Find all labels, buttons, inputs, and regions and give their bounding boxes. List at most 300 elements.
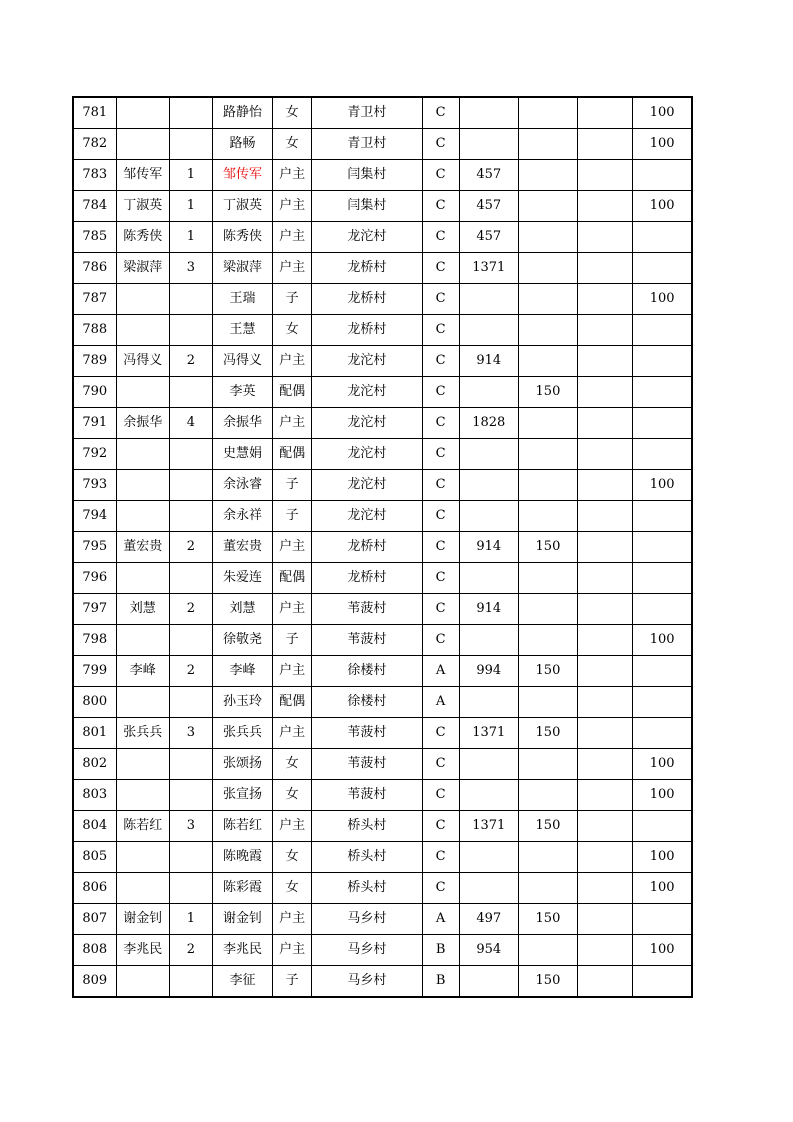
cell-amount-2 xyxy=(518,780,577,811)
cell-row-number: 793 xyxy=(73,470,116,501)
cell-member-name: 孙玉玲 xyxy=(212,687,272,718)
cell-row-number: 796 xyxy=(73,563,116,594)
cell-member-name: 史慧娟 xyxy=(212,439,272,470)
cell-amount-1: 994 xyxy=(459,656,518,687)
cell-category: A xyxy=(422,687,459,718)
cell-household-head: 谢金钊 xyxy=(116,904,169,935)
cell-amount-3 xyxy=(578,97,633,129)
cell-amount-4 xyxy=(633,160,692,191)
cell-member-name: 陈秀侠 xyxy=(212,222,272,253)
cell-row-number: 782 xyxy=(73,129,116,160)
cell-category: C xyxy=(422,780,459,811)
cell-household-size: 1 xyxy=(169,160,212,191)
cell-village: 龙桥村 xyxy=(312,532,422,563)
cell-amount-4 xyxy=(633,904,692,935)
cell-amount-1 xyxy=(459,439,518,470)
table-row xyxy=(73,439,692,470)
cell-village: 龙桥村 xyxy=(312,253,422,284)
cell-household-size xyxy=(169,842,212,873)
cell-category: C xyxy=(422,253,459,284)
cell-amount-2 xyxy=(518,315,577,346)
cell-amount-1: 497 xyxy=(459,904,518,935)
cell-row-number: 800 xyxy=(73,687,116,718)
table-row xyxy=(73,904,692,935)
cell-village: 马乡村 xyxy=(312,935,422,966)
cell-member-name: 张宣扬 xyxy=(212,780,272,811)
cell-category: C xyxy=(422,718,459,749)
cell-amount-2 xyxy=(518,160,577,191)
cell-amount-2 xyxy=(518,222,577,253)
table-row xyxy=(73,501,692,532)
cell-amount-4: 100 xyxy=(633,470,692,501)
cell-amount-2 xyxy=(518,439,577,470)
table-row xyxy=(73,191,692,222)
cell-relationship: 子 xyxy=(273,501,312,532)
cell-row-number: 790 xyxy=(73,377,116,408)
table-row xyxy=(73,718,692,749)
cell-amount-2: 150 xyxy=(518,904,577,935)
cell-row-number: 808 xyxy=(73,935,116,966)
cell-relationship: 女 xyxy=(273,842,312,873)
cell-household-size xyxy=(169,625,212,656)
cell-amount-2 xyxy=(518,253,577,284)
cell-relationship: 子 xyxy=(273,284,312,315)
cell-amount-2: 150 xyxy=(518,377,577,408)
table-row xyxy=(73,97,692,129)
cell-member-name: 路畅 xyxy=(212,129,272,160)
cell-member-name: 董宏贵 xyxy=(212,532,272,563)
cell-member-name: 李兆民 xyxy=(212,935,272,966)
cell-amount-1 xyxy=(459,873,518,904)
cell-amount-3 xyxy=(578,315,633,346)
cell-household-size xyxy=(169,873,212,904)
cell-household-head: 余振华 xyxy=(116,408,169,439)
cell-category: C xyxy=(422,842,459,873)
cell-amount-3 xyxy=(578,656,633,687)
cell-amount-3 xyxy=(578,904,633,935)
cell-amount-2 xyxy=(518,284,577,315)
cell-village: 桥头村 xyxy=(312,811,422,842)
cell-category: C xyxy=(422,749,459,780)
cell-relationship: 女 xyxy=(273,97,312,129)
cell-household-size xyxy=(169,315,212,346)
cell-member-name: 余振华 xyxy=(212,408,272,439)
cell-member-name: 王瑞 xyxy=(212,284,272,315)
cell-amount-3 xyxy=(578,284,633,315)
cell-row-number: 809 xyxy=(73,966,116,998)
cell-amount-3 xyxy=(578,749,633,780)
cell-relationship: 户主 xyxy=(273,160,312,191)
cell-amount-4 xyxy=(633,532,692,563)
cell-category: C xyxy=(422,97,459,129)
cell-household-size: 1 xyxy=(169,904,212,935)
cell-household-size xyxy=(169,780,212,811)
cell-relationship: 户主 xyxy=(273,532,312,563)
cell-category: C xyxy=(422,315,459,346)
cell-household-head: 丁淑英 xyxy=(116,191,169,222)
cell-household-head: 李兆民 xyxy=(116,935,169,966)
cell-category: C xyxy=(422,873,459,904)
cell-amount-1 xyxy=(459,625,518,656)
cell-amount-1: 914 xyxy=(459,532,518,563)
cell-category: B xyxy=(422,966,459,998)
cell-amount-3 xyxy=(578,377,633,408)
cell-household-head xyxy=(116,97,169,129)
cell-member-name: 梁淑萍 xyxy=(212,253,272,284)
cell-amount-1 xyxy=(459,749,518,780)
cell-amount-4 xyxy=(633,408,692,439)
cell-category: C xyxy=(422,191,459,222)
cell-amount-1: 1371 xyxy=(459,253,518,284)
table-body xyxy=(73,97,692,997)
cell-household-head: 董宏贵 xyxy=(116,532,169,563)
cell-amount-4: 100 xyxy=(633,873,692,904)
table-row xyxy=(73,966,692,998)
cell-row-number: 795 xyxy=(73,532,116,563)
cell-member-name: 李英 xyxy=(212,377,272,408)
cell-relationship: 女 xyxy=(273,315,312,346)
table-row xyxy=(73,377,692,408)
cell-category: C xyxy=(422,439,459,470)
cell-household-size: 3 xyxy=(169,811,212,842)
cell-amount-1 xyxy=(459,315,518,346)
cell-amount-4: 100 xyxy=(633,749,692,780)
cell-category: A xyxy=(422,904,459,935)
cell-household-head xyxy=(116,625,169,656)
cell-village: 苇菠村 xyxy=(312,749,422,780)
cell-village: 马乡村 xyxy=(312,904,422,935)
table-row xyxy=(73,315,692,346)
cell-relationship: 女 xyxy=(273,873,312,904)
cell-household-head xyxy=(116,315,169,346)
table-row xyxy=(73,935,692,966)
cell-household-head: 张兵兵 xyxy=(116,718,169,749)
cell-amount-2 xyxy=(518,594,577,625)
cell-member-name: 刘慧 xyxy=(212,594,272,625)
cell-village: 桥头村 xyxy=(312,842,422,873)
cell-amount-4 xyxy=(633,346,692,377)
cell-amount-4 xyxy=(633,656,692,687)
cell-relationship: 户主 xyxy=(273,346,312,377)
cell-village: 龙桥村 xyxy=(312,284,422,315)
table-row xyxy=(73,253,692,284)
cell-amount-1: 1371 xyxy=(459,718,518,749)
cell-relationship: 女 xyxy=(273,780,312,811)
cell-row-number: 785 xyxy=(73,222,116,253)
cell-household-size xyxy=(169,97,212,129)
cell-amount-4 xyxy=(633,594,692,625)
cell-household-size xyxy=(169,470,212,501)
cell-row-number: 798 xyxy=(73,625,116,656)
cell-village: 龙桥村 xyxy=(312,563,422,594)
cell-amount-4: 100 xyxy=(633,129,692,160)
cell-relationship: 户主 xyxy=(273,811,312,842)
table-row xyxy=(73,284,692,315)
cell-amount-2 xyxy=(518,873,577,904)
cell-village: 马乡村 xyxy=(312,966,422,998)
cell-household-head xyxy=(116,780,169,811)
cell-category: C xyxy=(422,563,459,594)
cell-amount-1 xyxy=(459,687,518,718)
cell-amount-1: 914 xyxy=(459,594,518,625)
cell-amount-2: 150 xyxy=(518,656,577,687)
cell-relationship: 配偶 xyxy=(273,377,312,408)
cell-village: 龙沱村 xyxy=(312,408,422,439)
cell-household-head xyxy=(116,966,169,998)
cell-household-size: 4 xyxy=(169,408,212,439)
cell-household-size xyxy=(169,966,212,998)
cell-relationship: 户主 xyxy=(273,718,312,749)
cell-household-size xyxy=(169,377,212,408)
cell-category: C xyxy=(422,532,459,563)
cell-relationship: 户主 xyxy=(273,904,312,935)
cell-category: C xyxy=(422,501,459,532)
cell-amount-4 xyxy=(633,439,692,470)
cell-amount-3 xyxy=(578,780,633,811)
cell-household-size: 2 xyxy=(169,532,212,563)
table-row xyxy=(73,780,692,811)
cell-category: C xyxy=(422,222,459,253)
cell-amount-1 xyxy=(459,129,518,160)
cell-amount-2 xyxy=(518,191,577,222)
cell-amount-3 xyxy=(578,346,633,377)
cell-amount-3 xyxy=(578,439,633,470)
cell-amount-4 xyxy=(633,315,692,346)
cell-household-head xyxy=(116,501,169,532)
cell-household-head: 李峰 xyxy=(116,656,169,687)
cell-member-name: 陈晚霞 xyxy=(212,842,272,873)
cell-amount-3 xyxy=(578,563,633,594)
cell-row-number: 787 xyxy=(73,284,116,315)
cell-member-name: 谢金钊 xyxy=(212,904,272,935)
cell-row-number: 788 xyxy=(73,315,116,346)
cell-relationship: 户主 xyxy=(273,222,312,253)
cell-village: 桥头村 xyxy=(312,873,422,904)
cell-category: C xyxy=(422,346,459,377)
cell-amount-3 xyxy=(578,222,633,253)
cell-relationship: 配偶 xyxy=(273,439,312,470)
cell-member-name: 丁淑英 xyxy=(212,191,272,222)
cell-household-size xyxy=(169,687,212,718)
cell-household-size xyxy=(169,749,212,780)
cell-row-number: 805 xyxy=(73,842,116,873)
data-table xyxy=(72,96,693,998)
cell-household-head xyxy=(116,377,169,408)
cell-amount-2 xyxy=(518,625,577,656)
cell-village: 龙沱村 xyxy=(312,501,422,532)
cell-relationship: 子 xyxy=(273,625,312,656)
cell-amount-2 xyxy=(518,470,577,501)
cell-household-size xyxy=(169,284,212,315)
cell-amount-3 xyxy=(578,718,633,749)
cell-household-size: 1 xyxy=(169,191,212,222)
cell-amount-1 xyxy=(459,501,518,532)
cell-household-head: 陈秀侠 xyxy=(116,222,169,253)
table-row xyxy=(73,656,692,687)
cell-amount-3 xyxy=(578,501,633,532)
cell-household-head xyxy=(116,842,169,873)
cell-amount-3 xyxy=(578,842,633,873)
cell-row-number: 804 xyxy=(73,811,116,842)
cell-amount-2: 150 xyxy=(518,966,577,998)
cell-relationship: 配偶 xyxy=(273,563,312,594)
table-row xyxy=(73,160,692,191)
cell-amount-3 xyxy=(578,129,633,160)
table-row xyxy=(73,222,692,253)
cell-village: 龙沱村 xyxy=(312,222,422,253)
cell-amount-1 xyxy=(459,97,518,129)
cell-amount-3 xyxy=(578,935,633,966)
cell-household-head: 陈若红 xyxy=(116,811,169,842)
cell-category: C xyxy=(422,811,459,842)
cell-household-head: 梁淑萍 xyxy=(116,253,169,284)
cell-relationship: 女 xyxy=(273,749,312,780)
cell-relationship: 户主 xyxy=(273,191,312,222)
cell-village: 龙沱村 xyxy=(312,377,422,408)
table-row xyxy=(73,408,692,439)
cell-amount-4: 100 xyxy=(633,842,692,873)
cell-amount-4 xyxy=(633,222,692,253)
cell-row-number: 781 xyxy=(73,97,116,129)
cell-amount-1 xyxy=(459,563,518,594)
cell-relationship: 户主 xyxy=(273,253,312,284)
table-row xyxy=(73,842,692,873)
cell-amount-2 xyxy=(518,687,577,718)
cell-relationship: 配偶 xyxy=(273,687,312,718)
cell-village: 龙桥村 xyxy=(312,315,422,346)
cell-household-head: 邹传军 xyxy=(116,160,169,191)
cell-amount-2 xyxy=(518,129,577,160)
cell-category: C xyxy=(422,160,459,191)
cell-row-number: 803 xyxy=(73,780,116,811)
cell-household-size: 3 xyxy=(169,718,212,749)
cell-row-number: 786 xyxy=(73,253,116,284)
cell-amount-4 xyxy=(633,687,692,718)
cell-amount-1: 914 xyxy=(459,346,518,377)
cell-amount-1 xyxy=(459,780,518,811)
cell-household-size: 2 xyxy=(169,656,212,687)
cell-household-size xyxy=(169,439,212,470)
cell-member-name: 朱爱连 xyxy=(212,563,272,594)
cell-amount-2: 150 xyxy=(518,532,577,563)
cell-household-head xyxy=(116,749,169,780)
cell-village: 龙沱村 xyxy=(312,470,422,501)
cell-row-number: 807 xyxy=(73,904,116,935)
table-row xyxy=(73,594,692,625)
cell-relationship: 子 xyxy=(273,470,312,501)
cell-row-number: 783 xyxy=(73,160,116,191)
cell-category: C xyxy=(422,625,459,656)
cell-member-name: 王慧 xyxy=(212,315,272,346)
cell-category: C xyxy=(422,594,459,625)
cell-household-head xyxy=(116,439,169,470)
cell-amount-3 xyxy=(578,594,633,625)
cell-row-number: 806 xyxy=(73,873,116,904)
cell-household-head xyxy=(116,470,169,501)
table-row xyxy=(73,532,692,563)
cell-household-head xyxy=(116,563,169,594)
cell-village: 徐楼村 xyxy=(312,656,422,687)
cell-member-name: 李征 xyxy=(212,966,272,998)
cell-household-head xyxy=(116,873,169,904)
cell-amount-4: 100 xyxy=(633,97,692,129)
cell-amount-3 xyxy=(578,532,633,563)
cell-amount-1 xyxy=(459,966,518,998)
cell-amount-4 xyxy=(633,811,692,842)
table-row xyxy=(73,346,692,377)
cell-village: 闫集村 xyxy=(312,160,422,191)
cell-member-name: 李峰 xyxy=(212,656,272,687)
cell-relationship: 女 xyxy=(273,129,312,160)
cell-category: C xyxy=(422,470,459,501)
cell-relationship: 子 xyxy=(273,966,312,998)
cell-village: 苇菠村 xyxy=(312,718,422,749)
cell-amount-4: 100 xyxy=(633,935,692,966)
cell-relationship: 户主 xyxy=(273,408,312,439)
cell-amount-4 xyxy=(633,501,692,532)
cell-member-name: 冯得义 xyxy=(212,346,272,377)
cell-category: C xyxy=(422,284,459,315)
cell-category: C xyxy=(422,408,459,439)
table-row xyxy=(73,749,692,780)
cell-amount-4: 100 xyxy=(633,191,692,222)
table-row xyxy=(73,811,692,842)
cell-amount-1 xyxy=(459,377,518,408)
cell-village: 苇菠村 xyxy=(312,780,422,811)
cell-household-size: 1 xyxy=(169,222,212,253)
cell-row-number: 792 xyxy=(73,439,116,470)
cell-village: 龙沱村 xyxy=(312,439,422,470)
cell-amount-4 xyxy=(633,377,692,408)
cell-amount-4: 100 xyxy=(633,625,692,656)
cell-household-head xyxy=(116,129,169,160)
cell-row-number: 784 xyxy=(73,191,116,222)
cell-village: 徐楼村 xyxy=(312,687,422,718)
cell-amount-1: 457 xyxy=(459,160,518,191)
cell-member-name: 张颂扬 xyxy=(212,749,272,780)
cell-village: 青卫村 xyxy=(312,129,422,160)
cell-relationship: 户主 xyxy=(273,594,312,625)
cell-household-size xyxy=(169,563,212,594)
cell-amount-3 xyxy=(578,253,633,284)
cell-village: 青卫村 xyxy=(312,97,422,129)
cell-amount-1: 457 xyxy=(459,191,518,222)
cell-amount-3 xyxy=(578,625,633,656)
table-row xyxy=(73,129,692,160)
cell-village: 龙沱村 xyxy=(312,346,422,377)
cell-member-name: 陈若红 xyxy=(212,811,272,842)
cell-amount-3 xyxy=(578,191,633,222)
cell-household-head xyxy=(116,687,169,718)
cell-amount-2: 150 xyxy=(518,718,577,749)
cell-amount-1 xyxy=(459,284,518,315)
cell-amount-3 xyxy=(578,966,633,998)
cell-amount-4 xyxy=(633,966,692,998)
cell-amount-4 xyxy=(633,718,692,749)
cell-household-size xyxy=(169,501,212,532)
cell-amount-2 xyxy=(518,97,577,129)
cell-category: C xyxy=(422,377,459,408)
cell-row-number: 794 xyxy=(73,501,116,532)
cell-amount-2 xyxy=(518,749,577,780)
cell-amount-2: 150 xyxy=(518,811,577,842)
cell-household-size: 3 xyxy=(169,253,212,284)
cell-member-name: 陈彩霞 xyxy=(212,873,272,904)
cell-amount-2 xyxy=(518,501,577,532)
cell-amount-1 xyxy=(459,470,518,501)
table-row xyxy=(73,470,692,501)
cell-row-number: 799 xyxy=(73,656,116,687)
